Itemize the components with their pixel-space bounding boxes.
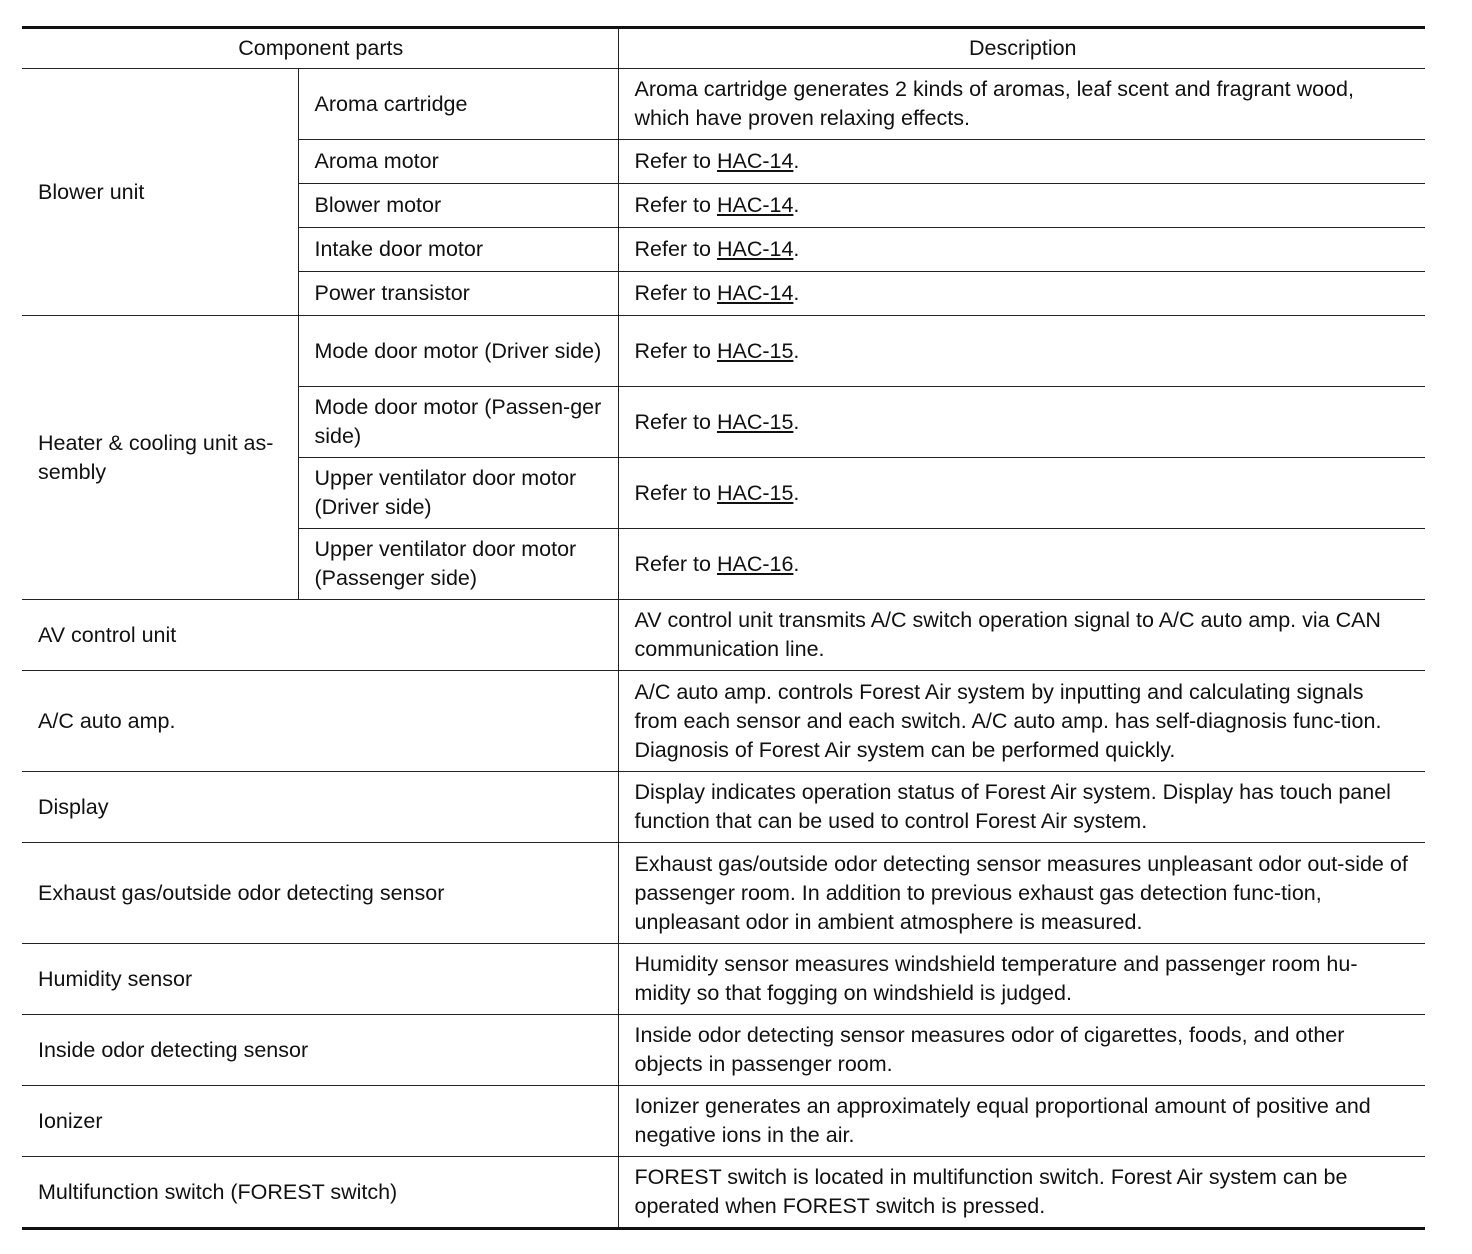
table-row	[22, 1157, 1425, 1229]
part-cell: A/C auto amp.	[22, 671, 618, 772]
part-cell: Upper ventilator door motor (Passenger side)	[298, 529, 618, 600]
description-cell: Humidity sensor measures windshield temperature and passenger room hu-midity so that fogging on windshield is judged.	[618, 944, 1425, 1015]
description-cell	[618, 272, 1425, 316]
part-cell: Multifunction switch (FOREST switch)	[22, 1157, 618, 1229]
description-cell: Ionizer generates an approximately equal proportional amount of positive and negative ions in the air.	[618, 1086, 1425, 1157]
part-cell: Ionizer	[22, 1086, 618, 1157]
part-cell: Power transistor	[298, 272, 618, 316]
part-cell: Mode door motor (Passen-ger side)	[298, 387, 618, 458]
reference-link[interactable]: HAC-14	[716, 149, 794, 173]
description-cell	[618, 458, 1425, 529]
description-cell: A/C auto amp. controls Forest Air system by inputting and calculating signals from each sensor and each switch. A/C auto amp. has self-diagnosis func-tion. Diagnosis of Forest Air system can be performed quickly.	[618, 671, 1425, 772]
part-cell: Aroma motor	[298, 140, 618, 184]
reference-link[interactable]: HAC-14	[716, 193, 794, 217]
description-cell: Display indicates operation status of Forest Air system. Display has touch panel function that can be used to control Forest Air system.	[618, 772, 1425, 843]
part-cell: Upper ventilator door motor (Driver side)	[298, 458, 618, 529]
refer-text: Refer to	[634, 480, 717, 505]
reference-link[interactable]: HAC-15	[716, 480, 794, 505]
refer-end: .	[793, 480, 800, 505]
part-cell: Inside odor detecting sensor	[22, 1015, 618, 1086]
description-cell	[618, 228, 1425, 272]
description-cell	[618, 140, 1425, 184]
part-cell: Exhaust gas/outside odor detecting sensor	[22, 843, 618, 944]
refer-end: .	[793, 193, 800, 217]
reference-link[interactable]: HAC-15	[716, 409, 794, 434]
table-row	[22, 1015, 1425, 1086]
table-row	[22, 600, 1425, 671]
refer-end: .	[793, 237, 800, 261]
refer-text: Refer to	[634, 551, 717, 576]
reference-link[interactable]: HAC-16	[716, 551, 794, 576]
part-cell: Intake door motor	[298, 228, 618, 272]
reference-link[interactable]: HAC-15	[716, 338, 794, 363]
part-cell: AV control unit	[22, 600, 618, 671]
description-cell	[618, 529, 1425, 600]
part-cell: Blower motor	[298, 184, 618, 228]
table-header-row	[22, 28, 1425, 69]
table-row	[22, 1086, 1425, 1157]
refer-end: .	[793, 551, 800, 576]
table-row	[22, 772, 1425, 843]
header-component-parts: Component parts	[22, 28, 618, 69]
description-cell: AV control unit transmits A/C switch operation signal to A/C auto amp. via CAN communication line.	[618, 600, 1425, 671]
part-cell: Display	[22, 772, 618, 843]
description-cell: Aroma cartridge generates 2 kinds of aromas, leaf scent and fragrant wood, which have proven relaxing effects.	[618, 69, 1425, 140]
part-cell: Humidity sensor	[22, 944, 618, 1015]
component-parts-table	[22, 26, 1425, 1230]
header-description: Description	[618, 28, 1425, 69]
table-row	[22, 316, 1425, 387]
refer-end: .	[793, 338, 800, 363]
refer-text: Refer to	[634, 149, 717, 173]
refer-text: Refer to	[634, 193, 717, 217]
refer-end: .	[793, 409, 800, 434]
description-cell	[618, 184, 1425, 228]
refer-text: Refer to	[634, 281, 717, 305]
table-row	[22, 944, 1425, 1015]
description-cell: FOREST switch is located in multifunction switch. Forest Air system can be operated when FOREST switch is pressed.	[618, 1157, 1425, 1229]
reference-link[interactable]: HAC-14	[716, 281, 794, 305]
refer-end: .	[793, 281, 800, 305]
part-cell: Aroma cartridge	[298, 69, 618, 140]
part-cell: Mode door motor (Driver side)	[298, 316, 618, 387]
refer-end: .	[793, 149, 800, 173]
group-cell-heater-cooling-unit: Heater & cooling unit as-sembly	[22, 316, 298, 600]
refer-text: Refer to	[634, 338, 717, 363]
description-cell: Inside odor detecting sensor measures odor of cigarettes, foods, and other objects in passenger room.	[618, 1015, 1425, 1086]
description-cell	[618, 387, 1425, 458]
table-row	[22, 671, 1425, 772]
table-row	[22, 69, 1425, 140]
table-row	[22, 843, 1425, 944]
reference-link[interactable]: HAC-14	[716, 237, 794, 261]
group-cell-blower-unit: Blower unit	[22, 69, 298, 316]
description-cell	[618, 316, 1425, 387]
refer-text: Refer to	[634, 237, 717, 261]
refer-text: Refer to	[634, 409, 717, 434]
description-cell: Exhaust gas/outside odor detecting sensor measures unpleasant odor out-side of passenger room. In addition to previous exhaust gas detection func-tion, unpleasant odor in ambient atmosphere is measured.	[618, 843, 1425, 944]
